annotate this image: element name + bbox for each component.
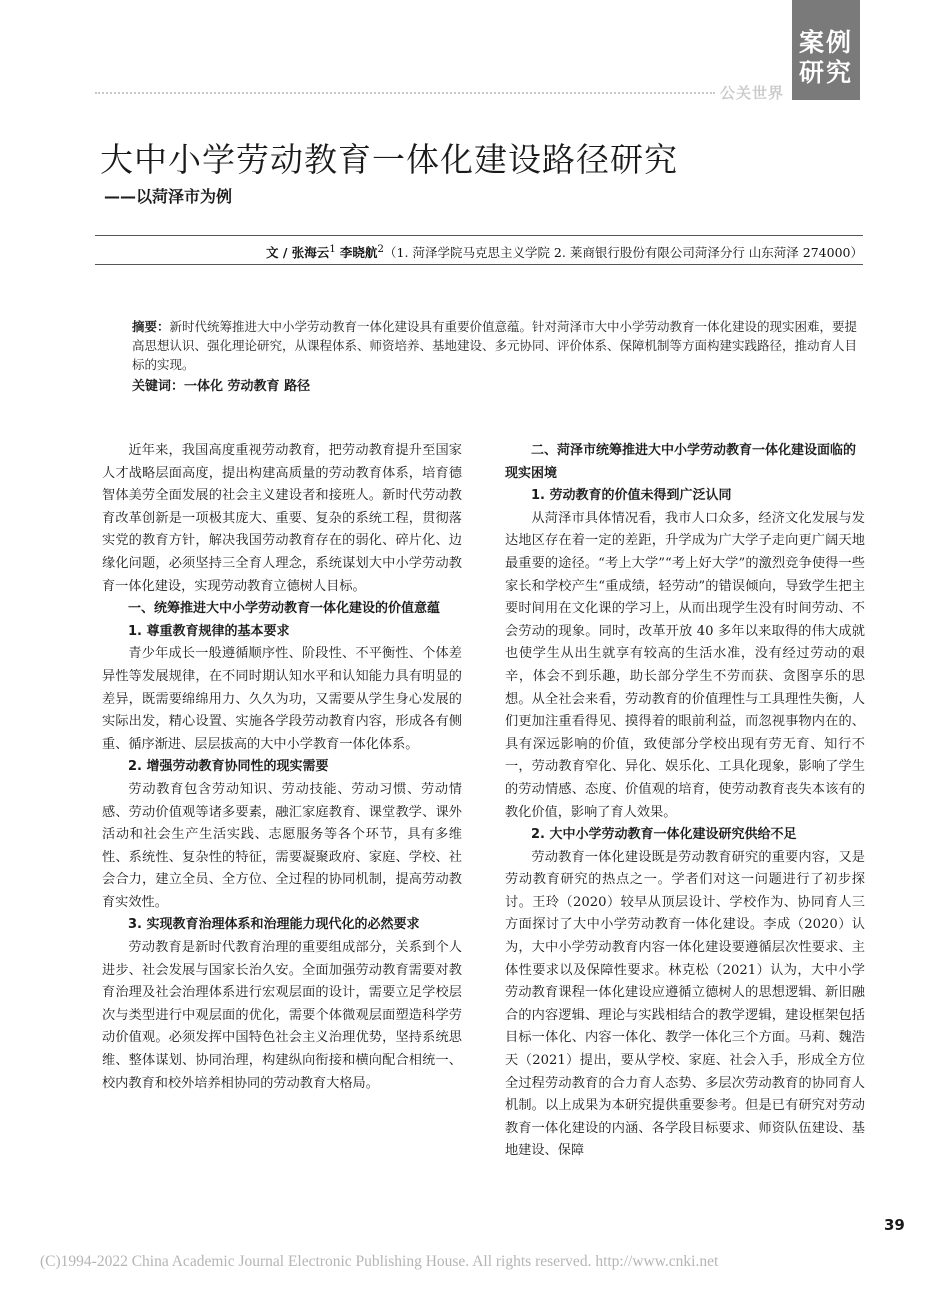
abstract-label: 摘要： <box>132 319 170 334</box>
right-subsection-2-text: 劳动教育一体化建设既是劳动教育研究的重要内容，又是劳动教育研究的热点之一。学者们对这一问题进行了初步探讨。王玲（2020）较早从顶层设计、学校作为、协同育人三方面探讨了大中小学劳动教育一体化建设。李成（2020）认为，大中小学劳动教育内容一体化建设要遵循层次性要求、主体性要求以及保障性要求。林克松（2021）认为，大中小学劳动教育课程一体化建设应遵循立德树人的思想逻辑、新旧融合的内容逻辑、理论与实践相结合的教学逻辑，建设框架包括目标一体化、内容一体化、教学一体化三个方面。马莉、魏浩天（2021）提出，要从学校、家庭、社会入手，形成全方位全过程劳动教育的合力育人态势、多层次劳动教育的协同育人机制。以上成果为本研究提供重要参考。但是已有研究对劳动教育一体化建设的内涵、各学段目标要求、师资队伍建设、基地建设、保障 <box>505 849 865 1159</box>
copyright-watermark: (C)1994-2022 China Academic Journal Electronic Publishing House. All rights reserved. http://www.cnki.net <box>40 1253 719 1270</box>
author-1: 张海云 <box>291 245 330 261</box>
article-title: 大中小学劳动教育一体化建设路径研究 <box>100 140 678 179</box>
subsection-3-text: 劳动教育是新时代教育治理的重要组成部分，关系到个人进步、社会发展与国家长治久安。全面加强劳动教育需要对教育治理及社会治理体系进行宏观层面的设计，需要立足学校层次与类型进行中观层面的优化，需要个体微观层面塑造科学劳动价值观。必须发挥中国特色社会主义治理优势，坚持系统思维、整体谋划、协同治理，构建纵向衔接和横向配合相统一、校内教育和校外培养相协同的劳动教育大格局。 <box>102 940 462 1091</box>
abstract <box>132 317 862 374</box>
header-dotted-rule <box>95 92 715 94</box>
author-prefix: 文 / <box>266 245 292 261</box>
author-top-rule <box>95 235 863 236</box>
right-subsection-1-heading: 1. 劳动教育的价值未得到广泛认同 <box>531 488 732 504</box>
left-column <box>102 440 462 1095</box>
section-tag <box>792 0 860 100</box>
subsection-1-text: 青少年成长一般遵循顺序性、阶段性、不平衡性、个体差异性等发展规律，在不同时期认知水平和认知能力具有明显的差异，既需要绵绵用力、久久为功，又需要从学生身心发展的实际出发，精心设置、实施各学段劳动教育内容，形成各有侧重、循序渐进、层层拔高的大中小学教育一体化体系。 <box>102 646 462 752</box>
section-2-heading: 二、菏泽市统筹推进大中小学劳动教育一体化建设面临的现实困境 <box>505 443 857 481</box>
journal-brand: 公关世界 <box>720 84 785 102</box>
affiliation: （1. 菏泽学院马克思主义学院 2. 莱商银行股份有限公司菏泽分行 山东菏泽 274000） <box>384 245 863 261</box>
intro-paragraph: 近年来，我国高度重视劳动教育，把劳动教育提升至国家人才战略层面高度，提出构建高质量的劳动教育体系，培育德智体美劳全面发展的社会主义建设者和接班人。新时代劳动教育改革创新是一项极其庞大、重要、复杂的系统工程，贯彻落实党的教育方针，解决我国劳动教育存在的弱化、碎片化、边缘化问题，必须坚持三全育人理念，系统谋划大中小学劳动教育一体化建设，实现劳动教育立德树人目标。 <box>102 443 462 594</box>
author-line <box>95 243 863 261</box>
author-bottom-rule <box>95 264 863 265</box>
author-2-sup: 2 <box>377 243 385 255</box>
right-column <box>505 440 865 1163</box>
page-number: 39 <box>884 1216 905 1234</box>
keywords-label: 关键词： <box>132 379 185 394</box>
article-subtitle: ——以菏泽市为例 <box>104 187 233 206</box>
section-1-heading: 一、统筹推进大中小学劳动教育一体化建设的价值意蕴 <box>128 601 441 617</box>
section-tag-line1: 案例 <box>798 28 853 57</box>
author-2: 李晓航 <box>339 245 378 261</box>
subsection-3-heading: 3. 实现教育治理体系和治理能力现代化的必然要求 <box>128 917 420 933</box>
subsection-2-heading: 2. 增强劳动教育协同性的现实需要 <box>128 759 329 775</box>
subsection-1-heading: 1. 尊重教育规律的基本要求 <box>128 623 290 639</box>
section-tag-line2: 研究 <box>798 58 853 87</box>
right-subsection-2-heading: 2. 大中小学劳动教育一体化建设研究供给不足 <box>531 827 797 843</box>
right-subsection-1-text: 从菏泽市具体情况看，我市人口众多，经济文化发展与发达地区存在着一定的差距，升学成为广大学子走向更广阔天地最重要的途径。“考上大学”“考上好大学”的激烈竞争使得一些家长和学校产生“重成绩，轻劳动”的错误倾向，导致学生把主要时间用在文化课的学习上，从而出现学生没有时间劳动、不会劳动的现象。同时，改革开放 40 多年以来取得的伟大成就也使学生从出生就享有较高的生活水准，没有经过劳动的艰辛，体会不到乐趣，助长部分学生不劳而获、贪图享乐的思想。从全社会来看，劳动教育的价值理性与工具理性失衡，人们更加注重看得见、摸得着的眼前利益，而忽视事物内在的、具有深远影响的价值，致使部分学校出现有劳无育、知行不一，劳动教育窄化、异化、娱乐化、工具化现象，影响了学生的劳动情感、态度、价值观的培育，使劳动教育丧失本该有的教化价值，影响了育人效果。 <box>505 510 865 820</box>
author-1-sup: 1 <box>329 243 336 255</box>
abstract-text: 新时代统筹推进大中小学劳动教育一体化建设具有重要价值意蕴。针对菏泽市大中小学劳动教育一体化建设的现实困难，要提高思想认识、强化理论研究，从课程体系、师资培养、基地建设、多元协同、评价体系、保障机制等方面构建实践路径，推动育人目标的实现。 <box>132 319 858 372</box>
subsection-2-text: 劳动教育包含劳动知识、劳动技能、劳动习惯、劳动情感、劳动价值观等诸多要素，融汇家庭教育、课堂教学、课外活动和社会生产生活实践、志愿服务等各个环节，具有多维性、系统性、复杂性的特征，需要凝聚政府、家庭、学校、社会合力，建立全员、全方位、全过程的协同机制，提高劳动教育实效性。 <box>102 781 462 910</box>
keywords <box>132 375 310 394</box>
keywords-text: 一体化 劳动教育 路径 <box>184 379 311 394</box>
